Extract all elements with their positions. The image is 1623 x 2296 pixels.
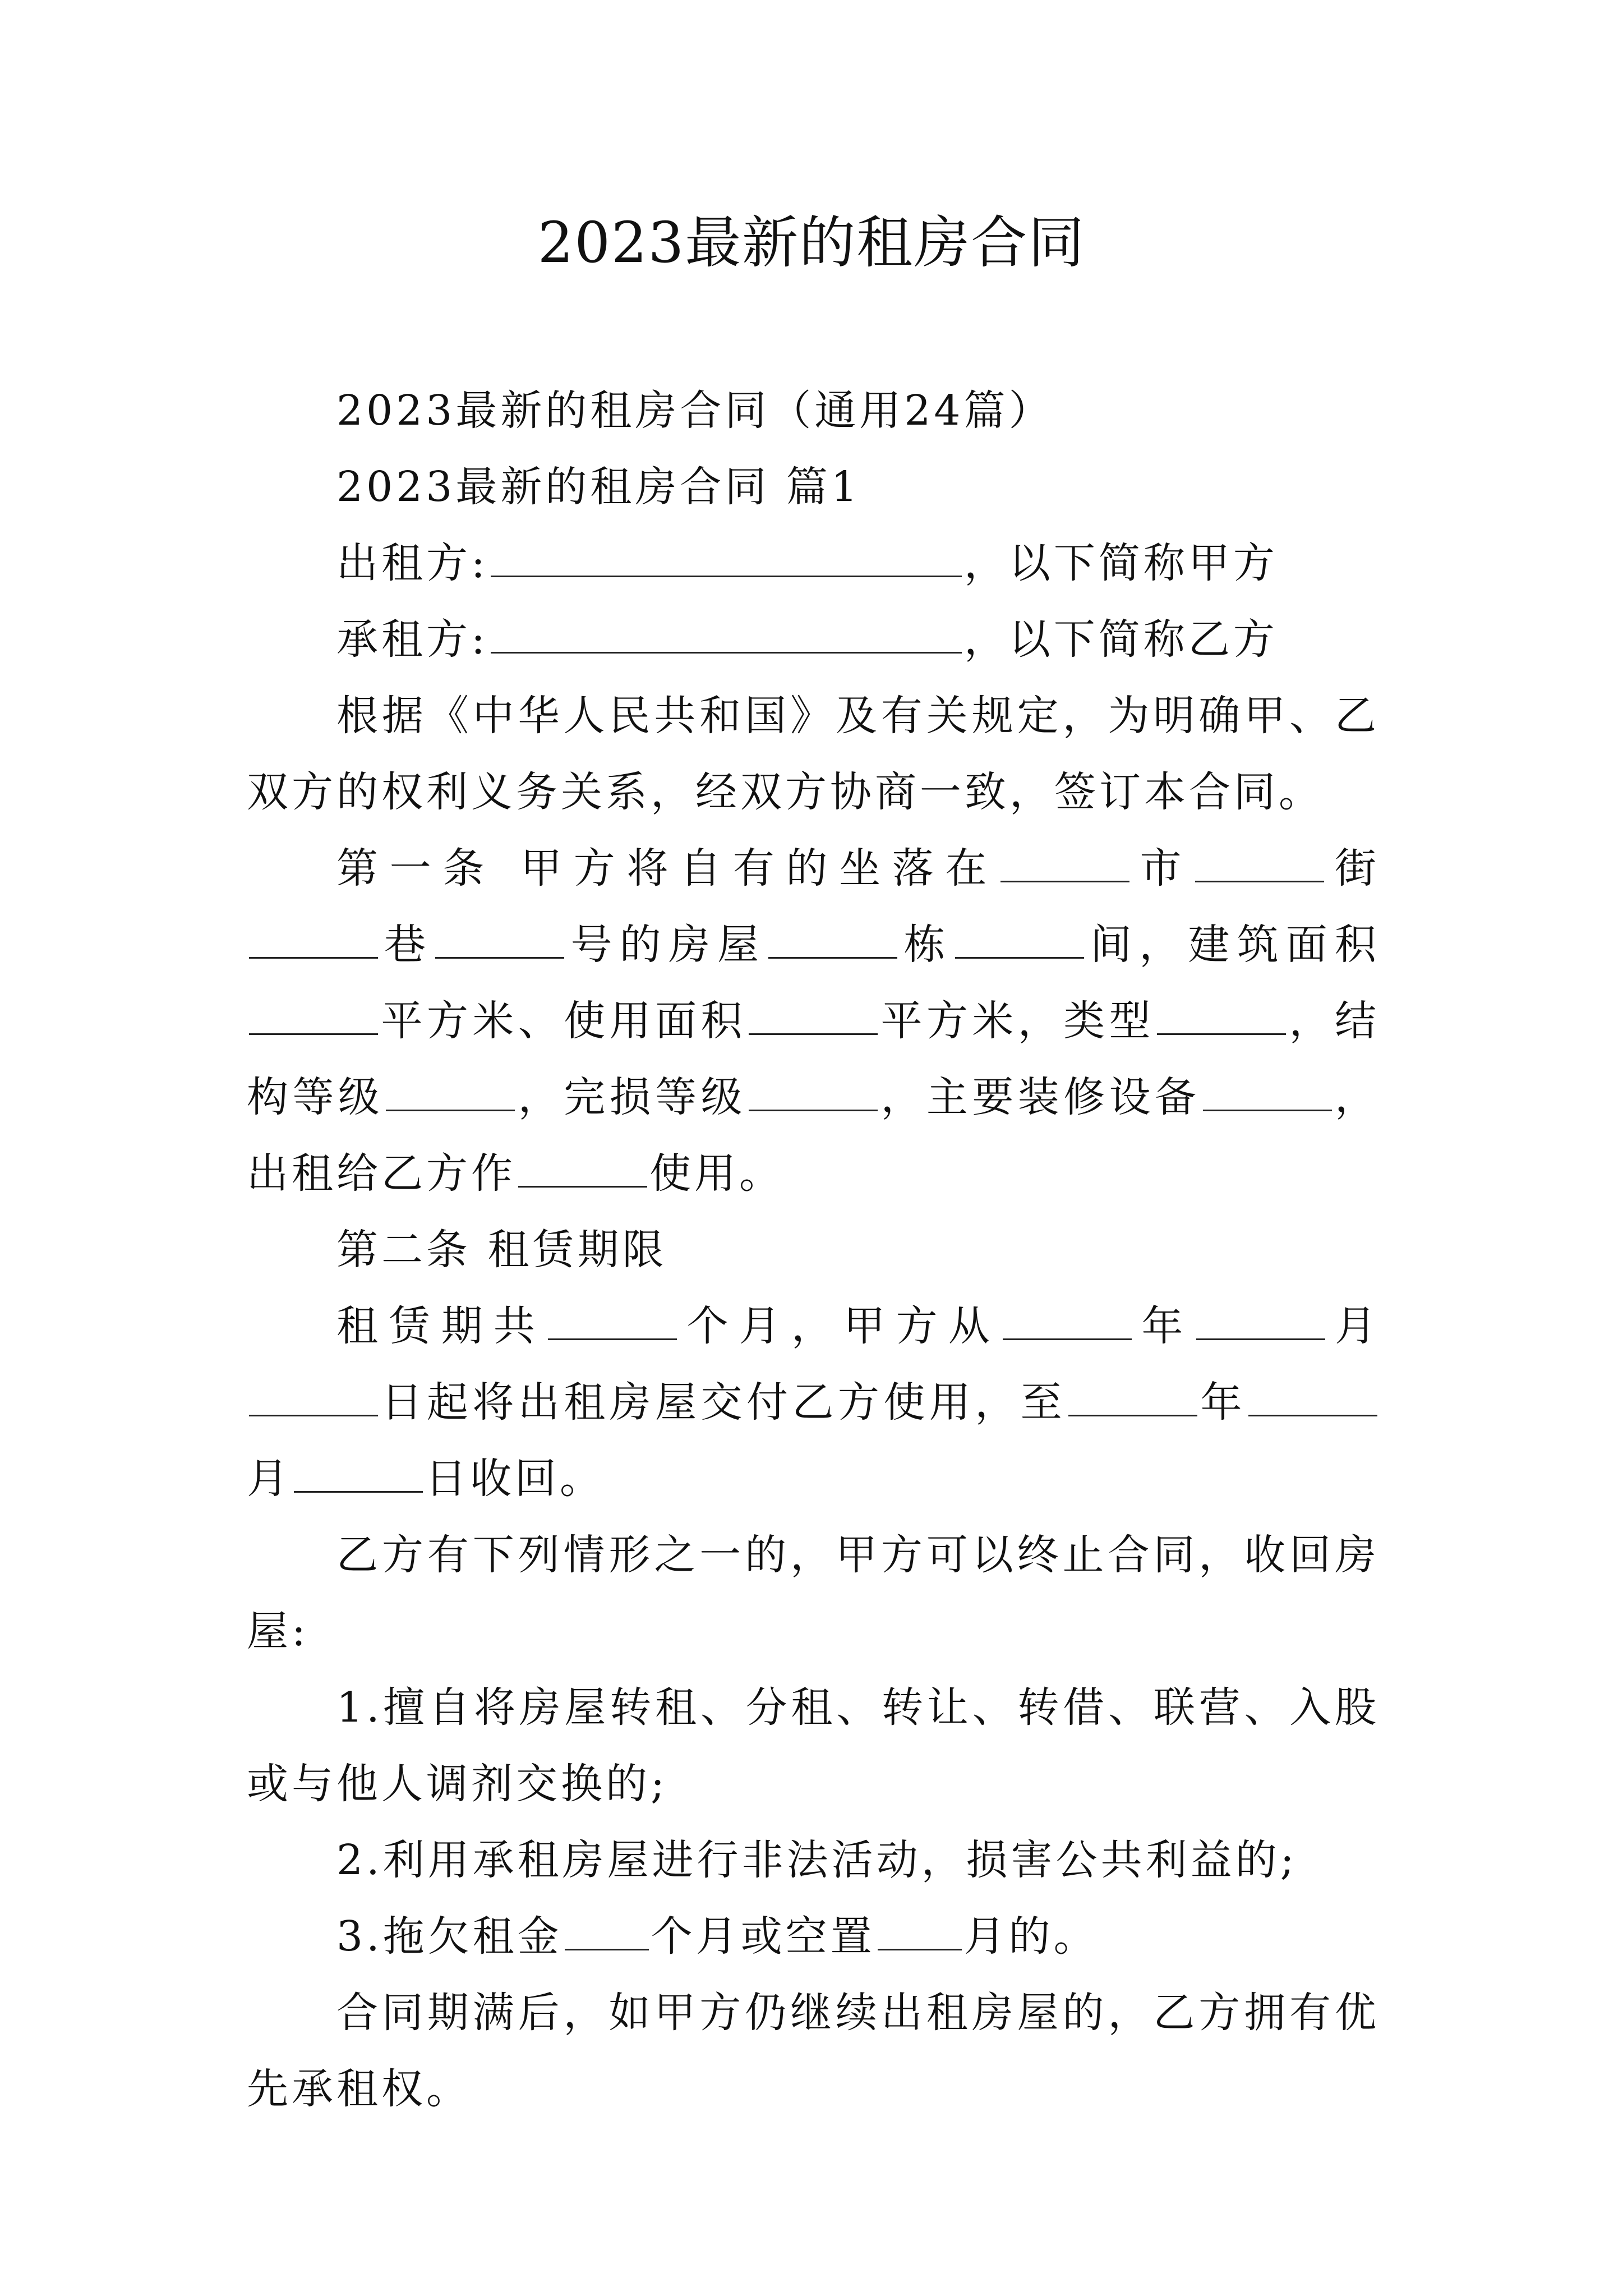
blank bbox=[1248, 1381, 1377, 1416]
article1-text: 栋 bbox=[900, 921, 953, 969]
term-text: 租赁期共 bbox=[336, 1302, 546, 1350]
article1-text: 街 bbox=[1326, 844, 1380, 892]
blank bbox=[565, 1915, 649, 1950]
blank bbox=[878, 1915, 962, 1950]
blank bbox=[1196, 1305, 1325, 1340]
blank bbox=[1000, 847, 1129, 882]
blank bbox=[1203, 1076, 1332, 1111]
preamble-paragraph: 根据《中华人民共和国》及有关规定，为明确甲、乙双方的权利义务关系，经双方协商一致，签订本合同。 bbox=[247, 692, 1380, 816]
lessor-blank bbox=[491, 542, 962, 577]
item3-text: 个月或空置 bbox=[651, 1912, 875, 1961]
blank bbox=[1195, 847, 1324, 882]
article1-text: ，结构等级 bbox=[247, 997, 1380, 1121]
term-text: 年 bbox=[1134, 1302, 1194, 1350]
termination-intro: 乙方有下列情形之一的，甲方可以终止合同，收回房屋: bbox=[247, 1531, 1380, 1655]
blank bbox=[955, 923, 1084, 959]
lessor-line bbox=[247, 525, 1380, 601]
article1-text: 使用。 bbox=[649, 1149, 784, 1198]
blank bbox=[1157, 1000, 1286, 1035]
lessor-label: 出租方: bbox=[336, 539, 488, 587]
section-heading: 2023最新的租房合同 篇1 bbox=[336, 463, 861, 511]
article1-text: 号的房屋 bbox=[566, 921, 767, 969]
blank bbox=[749, 1000, 878, 1035]
article1-text: 巷 bbox=[380, 921, 434, 969]
article1-text: 间，建筑面积 bbox=[1086, 921, 1380, 969]
term-text: 个月，甲方从 bbox=[679, 1302, 1001, 1350]
blank bbox=[548, 1305, 677, 1340]
article1-text: 市 bbox=[1132, 844, 1193, 892]
article1-text: ，主要装修设备 bbox=[880, 1073, 1201, 1121]
document-body bbox=[247, 372, 1380, 2127]
termination-item-2: 2.利用承租房屋进行非法活动，损害公共利益的; bbox=[336, 1836, 1298, 1884]
blank bbox=[768, 923, 897, 959]
termination-item-3 bbox=[247, 1898, 1380, 1975]
term-text: 月 bbox=[1327, 1302, 1380, 1350]
blank bbox=[749, 1076, 878, 1111]
term-text: 年 bbox=[1200, 1378, 1246, 1427]
lessee-suffix: ，以下简称乙方 bbox=[963, 615, 1278, 664]
document-title: 2023最新的租房合同 bbox=[537, 210, 1086, 275]
article1-text: 第一条 甲方将自有的坐落在 bbox=[336, 844, 999, 892]
term-text: 日收回。 bbox=[425, 1455, 605, 1503]
blank bbox=[1003, 1305, 1132, 1340]
term-paragraph bbox=[247, 1288, 1380, 1517]
blank bbox=[1068, 1381, 1197, 1416]
subtitle-paragraph: 2023最新的租房合同（通用24篇） bbox=[336, 386, 1054, 435]
article1-text: ，完损等级 bbox=[517, 1073, 747, 1121]
article1-text: ，出租给乙方作 bbox=[247, 1073, 1380, 1198]
term-text: 月 bbox=[247, 1455, 292, 1503]
blank bbox=[518, 1152, 647, 1188]
article1-text: 平方米、使用面积 bbox=[380, 997, 746, 1045]
item3-text: 3.拖欠租金 bbox=[336, 1912, 562, 1961]
blank bbox=[249, 923, 378, 959]
article1-paragraph bbox=[247, 830, 1380, 1212]
blank bbox=[249, 1381, 378, 1416]
lessee-line bbox=[247, 601, 1380, 678]
lessor-suffix: ，以下简称甲方 bbox=[963, 539, 1278, 587]
renewal-paragraph: 合同期满后，如甲方仍继续出租房屋的，乙方拥有优先承租权。 bbox=[247, 1989, 1380, 2113]
lessee-label: 承租方: bbox=[336, 615, 488, 664]
termination-item-1: 1.擅自将房屋转租、分租、转让、转借、联营、入股或与他人调剂交换的; bbox=[247, 1683, 1380, 1808]
article1-text: 平方米，类型 bbox=[880, 997, 1155, 1045]
article2-heading: 第二条 租赁期限 bbox=[336, 1226, 667, 1274]
item3-text: 月的。 bbox=[963, 1912, 1099, 1961]
blank bbox=[386, 1076, 515, 1111]
blank bbox=[294, 1457, 423, 1493]
blank bbox=[249, 1000, 378, 1035]
blank bbox=[435, 923, 564, 959]
lessee-blank bbox=[491, 618, 962, 654]
term-text: 日起将出租房屋交付乙方使用，至 bbox=[380, 1378, 1067, 1427]
